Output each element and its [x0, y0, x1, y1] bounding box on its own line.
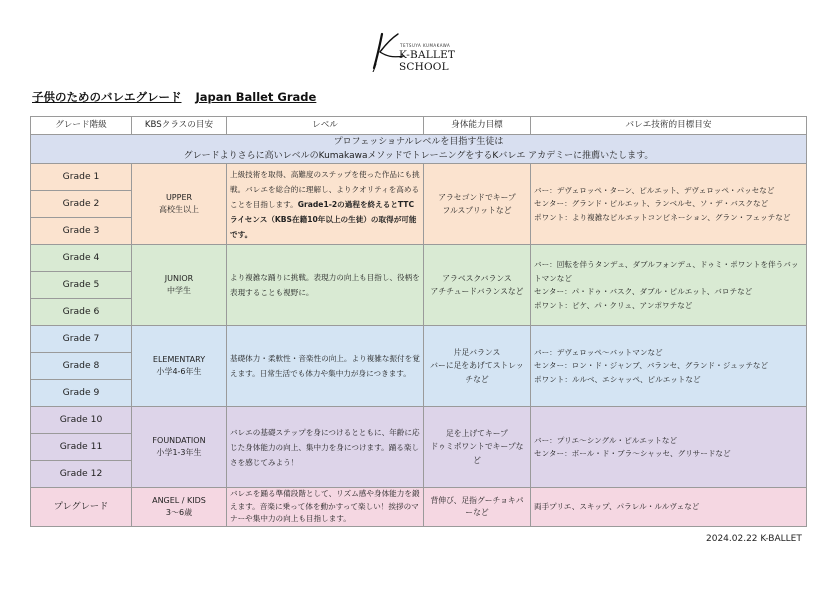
title-japanese: 子供のためのバレエグレード — [32, 90, 182, 104]
header-class: KBSクラスの目安 — [132, 117, 227, 135]
class-name: ELEMENTARY — [152, 355, 206, 364]
grade-cell: Grade 9 — [31, 380, 132, 407]
level-text: バレエの基礎ステップを身につけるとともに、年齢に応じた身体能力の向上、集中力を身につけます。踊る楽しさを感じてみよう！ — [230, 427, 420, 467]
technique-text: バー：デヴェロッペ・ターン、ピルエット、デヴェロッペ・パッセなど センター：グランド・ピルエット、ランベルセ、ソ・デ・バスクなど ポワント：より複雑なピルエットコンビネーション、グラン・フェッテなど — [534, 185, 791, 222]
header-grade: グレード階級 — [31, 117, 132, 135]
academy-notice — [31, 135, 807, 164]
class-age: 高校生以上 — [159, 205, 199, 214]
technique-text: 両手プリエ、スキップ、パラレル・ルルヴェなど — [534, 502, 700, 512]
grade-cell: Grade 11 — [31, 434, 132, 461]
level-license-text: Grade1-2の過程を終えるとTTCライセンス（KBS在籍10年以上の生徒）の取得が可能です。 — [230, 199, 417, 239]
grade-cell: Grade 7 — [31, 326, 132, 353]
physical-cell — [424, 164, 531, 245]
physical-text: アラセゴンドでキープ フルスプリットなど — [438, 192, 516, 215]
technique-cell — [531, 326, 807, 407]
class-cell — [132, 326, 227, 407]
document-date: 2024.02.22 K-BALLET — [706, 534, 802, 544]
grade-cell: Grade 12 — [31, 461, 132, 488]
class-cell — [132, 407, 227, 488]
class-age: 3～6歳 — [165, 508, 193, 517]
table-row — [31, 407, 807, 434]
table-row — [31, 326, 807, 353]
level-cell — [227, 326, 424, 407]
class-age: 中学生 — [167, 286, 191, 295]
grade-cell: Grade 1 — [31, 164, 132, 191]
header-level: レベル — [227, 117, 424, 135]
class-cell — [132, 245, 227, 326]
physical-text: 背伸び、足指グーチョキパーなど — [430, 495, 524, 517]
level-text: 基礎体力・柔軟性・音楽性の向上。より複雑な振付を覚えます。日常生活でも体力や集中力が身につきます。 — [230, 354, 420, 378]
class-age: 小学4-6年生 — [156, 367, 202, 376]
technique-cell — [531, 488, 807, 527]
physical-text: 足を上げてキープ ドゥミポワントでキープなど — [430, 428, 524, 465]
header-row — [31, 117, 807, 135]
level-text: バレエを踊る準備段階として、リズム感や身体能力を鍛えます。音楽に乗って体を動かすって楽しい！挨拶のマナーや集中力の向上も目指します。 — [230, 489, 420, 524]
header-technique: バレエ技術的目標目安 — [531, 117, 807, 135]
logo-subtitle: TETSUYA KUMAKAWA — [400, 43, 451, 48]
grade-cell: Grade 5 — [31, 272, 132, 299]
technique-text: バー：プリエ～シングル・ピルエットなど センター：ボール・ド・ブラ～シャッセ、グリサードなど — [534, 435, 731, 458]
table-row — [31, 245, 807, 272]
title-english: Japan Ballet Grade — [195, 90, 317, 104]
class-name: JUNIOR — [164, 274, 194, 283]
class-cell — [132, 164, 227, 245]
class-name: FOUNDATION — [152, 436, 206, 445]
notice-line-1: プロフェッショナルレベルを目指す生徒は — [333, 137, 504, 147]
class-name: UPPER — [165, 193, 193, 202]
grade-cell: Grade 6 — [31, 299, 132, 326]
level-cell — [227, 488, 424, 527]
grade-cell: Grade 10 — [31, 407, 132, 434]
grade-cell: Grade 4 — [31, 245, 132, 272]
technique-cell — [531, 164, 807, 245]
table-row — [31, 488, 807, 527]
level-text: 上級技術を取得、高難度のステップを使った作品にも挑戦。バレエを総合的に理解し、よりクオリティを高めることを目指します。 — [230, 169, 420, 209]
notice-line-2: グレードよりさらに高いレベルのKumakawaメソッドでトレーニングをするKバレエ アカデミーに推薦いたします。 — [183, 151, 654, 161]
ballet-grade-table — [30, 116, 807, 527]
technique-cell — [531, 245, 807, 326]
physical-cell — [424, 407, 531, 488]
grade-cell: Grade 8 — [31, 353, 132, 380]
level-cell — [227, 245, 424, 326]
physical-cell — [424, 245, 531, 326]
physical-text: アラベスクバランス アチチュードバランスなど — [430, 273, 524, 296]
page-title — [32, 89, 316, 105]
physical-text: 片足バランス バーに足をあげてストレッチなど — [430, 347, 524, 384]
level-cell — [227, 164, 424, 245]
grade-cell: Grade 2 — [31, 191, 132, 218]
level-text: より複雑な踊りに挑戦。表現力の向上も目指し、役柄を表現することも視野に。 — [230, 273, 420, 297]
academy-notice-row — [31, 135, 807, 164]
k-ballet-school-logo — [372, 30, 482, 72]
technique-text: バー：回転を伴うタンデュ、ダブルフォンデュ、ドゥミ・ポワントを伴うバットマンなど センター：パ・ドゥ・バスク、ダブル・ピルエット、バロテなど ポワント：ピケ、パ・クリュ、アンポワテなど — [534, 260, 799, 310]
technique-text: バー：デヴェロッペ～バットマンなど センター：ロン・ド・ジャンブ、バランセ、グランド・ジュッテなど ポワント：ルルベ、エシャッペ、ピルエットなど — [534, 347, 769, 384]
table-row — [31, 164, 807, 191]
class-cell — [132, 488, 227, 527]
header-physical: 身体能力目標 — [424, 117, 531, 135]
grade-cell: Grade 3 — [31, 218, 132, 245]
class-name: ANGEL / KIDS — [152, 496, 206, 505]
grade-cell: プレグレード — [31, 488, 132, 527]
level-cell — [227, 407, 424, 488]
logo-name: K-BALLET SCHOOL — [399, 49, 456, 73]
class-age: 小学1-3年生 — [156, 448, 202, 457]
physical-cell — [424, 488, 531, 527]
physical-cell — [424, 326, 531, 407]
technique-cell — [531, 407, 807, 488]
